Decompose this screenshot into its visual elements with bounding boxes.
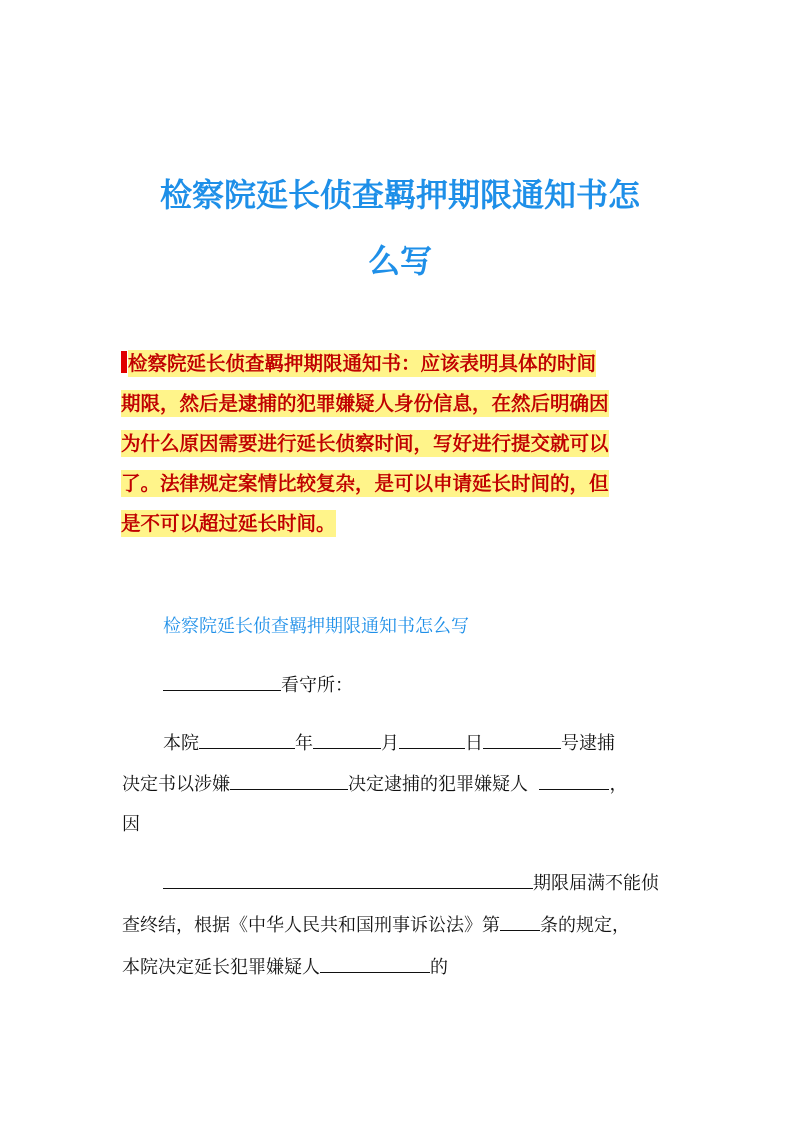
p1-line-3: 因 (122, 814, 140, 835)
blank-year[interactable] (199, 730, 295, 749)
summary-line-4: 了。法律规定案情比较复杂，是可以申请延长时间的，但 (121, 472, 609, 495)
p1-line-2: 决定书以涉嫌 决定逮捕的犯罪嫌疑人 ， (122, 771, 627, 798)
blank-suspect-name[interactable] (539, 771, 609, 790)
addressee-line: 看守所： (163, 672, 353, 699)
section-subtitle: 检察院延长侦查羁押期限通知书怎么写 (163, 616, 469, 637)
blank-reason[interactable] (163, 870, 533, 889)
blank-month[interactable] (313, 730, 381, 749)
summary-line-2: 期限，然后是逮捕的犯罪嫌疑人身份信息，在然后明确因 (121, 392, 609, 415)
blank-detention-center[interactable] (163, 672, 281, 691)
summary-line-1: 检察院延长侦查羁押期限通知书：应该表明具体的时间 (121, 344, 681, 384)
document-title-line-2: 么写 (367, 242, 432, 280)
p2-line-2: 查终结，根据《中华人民共和国刑事诉讼法》第 条的规定， (122, 912, 630, 939)
red-marker-icon (121, 351, 127, 373)
p2-line-3: 本院决定延长犯罪嫌疑人 的 (122, 954, 448, 981)
blank-number[interactable] (483, 730, 561, 749)
p1-line-1: 本院 年 月 日 号逮捕 (163, 730, 615, 757)
document-title-line-1: 检察院延长侦查羁押期限通知书怎 (159, 176, 640, 214)
blank-article-number[interactable] (500, 912, 540, 931)
p2-line-1: 期限届满不能侦 (163, 870, 659, 897)
blank-suspect-name-2[interactable] (320, 954, 430, 973)
summary-line-5: 是不可以超过延长时间。 (121, 512, 336, 535)
summary-line-3: 为什么原因需要进行延长侦察时间，写好进行提交就可以 (121, 432, 609, 455)
blank-day[interactable] (399, 730, 465, 749)
blank-charge[interactable] (230, 771, 348, 790)
